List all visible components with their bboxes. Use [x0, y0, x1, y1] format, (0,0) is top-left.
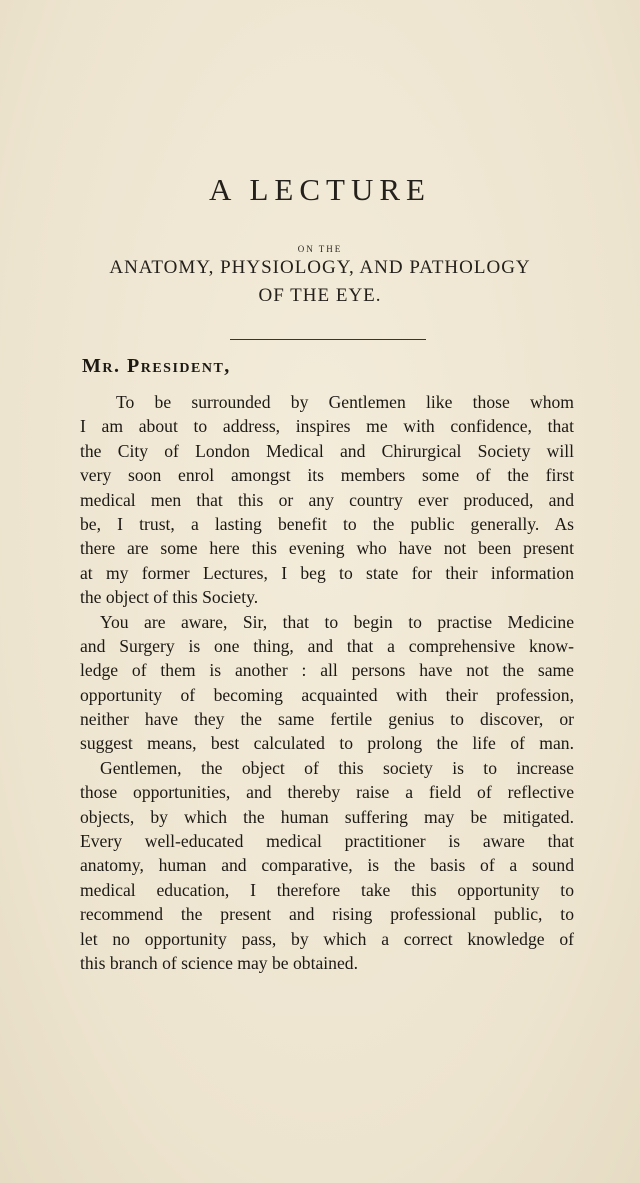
- text-line: To be surrounded by Gentlemen like those whom: [116, 392, 574, 412]
- subtitle-line-1: ANATOMY, PHYSIOLOGY, AND PATHOLOGY: [109, 257, 531, 278]
- text-line: those opportunities, and thereby raise a field of reflective: [80, 782, 574, 803]
- text-line: at my former Lectures, I beg to state for their information: [80, 562, 574, 583]
- text-line: let no opportunity pass, by which a correct knowledge of: [80, 928, 574, 949]
- text-line: suggest means, best calculated to prolong the life of man.: [80, 733, 574, 754]
- text-line: the object of this Society.: [80, 587, 259, 608]
- text-line: this branch of science may be obtained.: [80, 952, 358, 973]
- text-line: anatomy, human and comparative, is the basis of a sound: [80, 855, 574, 876]
- text-line: You are aware, Sir, that to begin to practise Medicine: [100, 611, 574, 632]
- salutation: Mr. President,: [82, 355, 231, 377]
- text-line: objects, by which the human suffering may be mitigated.: [80, 806, 574, 827]
- text-line: very soon enrol amongst its members some of the first: [80, 465, 574, 486]
- text-line: neither have they the same fertile genius to discover, or: [80, 709, 574, 730]
- text-line: Gentlemen, the object of this society is to increase: [100, 757, 574, 778]
- text-line: medical men that this or any country ever produced, and: [80, 489, 574, 510]
- subtitle-line-2: OF THE EYE.: [258, 285, 382, 306]
- lecture-title: A LECTURE: [209, 172, 431, 207]
- body-text: [80, 390, 574, 975]
- text-line: recommend the present and rising professional public, to: [80, 904, 574, 925]
- text-line: ledge of them is another : all persons have not the same: [80, 660, 574, 681]
- text-line: and Surgery is one thing, and that a comprehensive know-: [80, 635, 574, 656]
- text-line: I am about to address, inspires me with confidence, that: [80, 416, 574, 437]
- horizontal-rule: [230, 339, 426, 340]
- text-line: be, I trust, a lasting benefit to the public generally. As: [80, 513, 574, 534]
- text-line: the City of London Medical and Chirurgical Society will: [80, 440, 574, 461]
- text-line: opportunity of becoming acquainted with their profession,: [80, 684, 574, 705]
- text-line: Every well-educated medical practitioner is aware that: [80, 831, 574, 852]
- on-the-caption: ON THE: [297, 244, 343, 254]
- text-line: medical education, I therefore take this opportunity to: [80, 879, 574, 900]
- text-line: there are some here this evening who have not been present: [80, 538, 574, 559]
